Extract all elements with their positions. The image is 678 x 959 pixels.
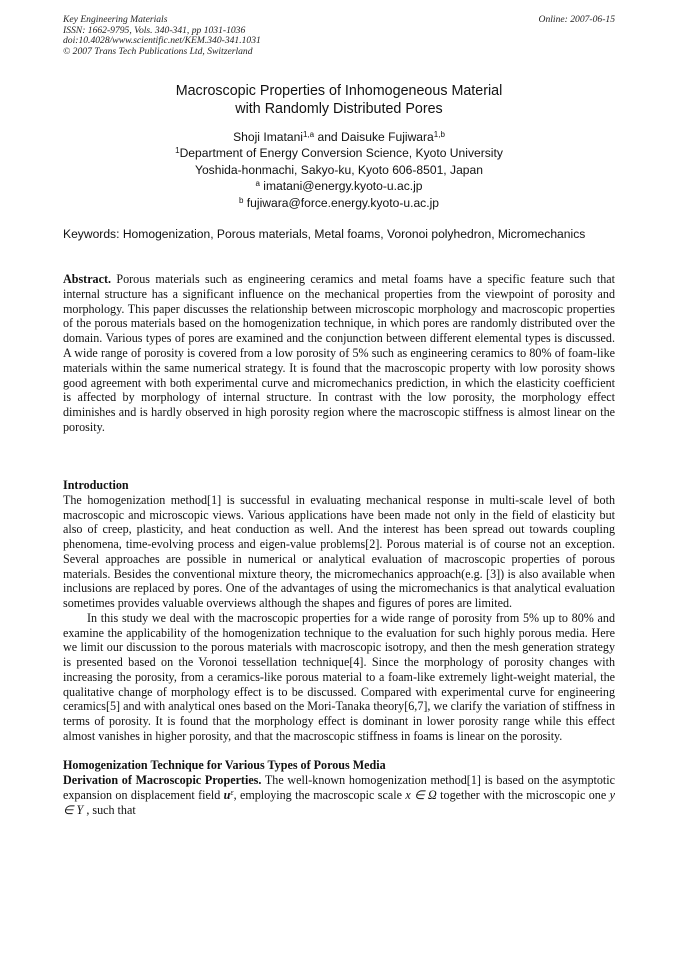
journal-name: Key Engineering Materials <box>63 14 168 25</box>
author-conjunction: and <box>314 130 342 144</box>
section-gap <box>63 744 615 759</box>
keywords: Keywords: Homogenization, Porous materials, Metal foams, Voronoi polyhedron, Micromechanics <box>63 227 586 241</box>
issn-line: ISSN: 1662-9795, Vols. 340-341, pp 1031-1036 <box>63 24 246 36</box>
title-line-2: with Randomly Distributed Pores <box>235 101 443 117</box>
email-b-sup: b <box>238 195 244 205</box>
section-2-text-1: The well-known homogenization method[1] is based on the asymptotic expansion on displacement field <box>63 773 615 802</box>
section-2-heading: Homogenization Technique for Various Types of Porous Media <box>63 758 386 773</box>
affiliation-1: Department of Energy Conversion Science, Kyoto University <box>179 146 503 161</box>
author-1: Shoji Imatani <box>233 130 303 144</box>
abstract-text: Porous materials such as engineering ceramics and metal foams have a specific feature such that internal structure has a significant influence on the mechanical properties from the viewpoint of porosity and morphology. This paper discusses the relationship between microscopic morphology and macroscopic properties of the porous materials based on the homogenization technique, in which pores are randomly distributed over the domain. Various types of pores are examined and the conjunction between different elemental types is discussed. A wide range of porosity is covered from a low porosity of 5% such as engineering ceramics to 80% of foam-like materials within the same numerical strategy. It is found that the macroscopic property with low porosity shows good agreement with both experimental curve and micromechanics prediction, in which the elasticity coefficient is affected by morphology of internal structure. In contrast with the low porosity, the morphology effect diminishes and is hardly observed in high porosity region where the macroscopic stiffness is almost linear on the porosity. <box>63 272 615 434</box>
email-a: imatani@energy.kyoto-u.ac.jp <box>259 179 423 194</box>
affiliation-line-2: Yoshida-honmachi, Sakyo-ku, Kyoto 606-8501, Japan <box>195 162 483 177</box>
author-2: Daisuke Fujiwara <box>341 130 434 144</box>
journal-metadata <box>63 15 615 57</box>
online-date: Online: 2007-06-15 <box>538 14 615 25</box>
introduction-heading: Introduction <box>63 478 129 492</box>
abstract <box>63 272 615 435</box>
email-b: fujiwara@force.energy.kyoto-u.ac.jp <box>243 195 439 210</box>
abstract-label: Abstract. <box>63 272 112 286</box>
subsection-label: Derivation of Macroscopic Properties. <box>63 773 262 787</box>
displacement-eps: ε <box>230 787 234 797</box>
title-line-1: Macroscopic Properties of Inhomogeneous Material <box>175 83 503 99</box>
section-2-text-4: , such that <box>83 802 136 817</box>
introduction-paragraph-1: The homogenization method[1] is successful in evaluating mechanical response in multi-scale level of both macroscopic and microscopic views. Various applications have been made not only in the field of elasticity but also of creep, plasticity, and heat conduction as well. And the interest has been spread out towards coupling phenomena, time-evolving process and eigen-value problems[2]. Porous material is of course not an exception. Several approaches are possible in numerical or analytical evaluation of macroscopic properties of porous materials. Besides the conventional mixture theory, the micromechanics approach(e.g. [3]) is also available when inclusions are replaced by pores. One of the advantages of using the micromechanics is that analytical evaluation sometimes provides valuable overviews although the shapes and figures of pores are limited. <box>63 492 615 610</box>
introduction-paragraph-2: In this study we deal with the macroscopic properties for a wide range of porosity from 5% up to 80% and examine the applicability of the homogenization technique to the evaluation for such highly porous media. Here we limit our discussion to the porous materials with macroscopic isotropy, and then the mesh generation strategy is presented based on the Voronoi tessellation technique[4]. Since the morphology of porosity changes with increasing the porosity, from a ceramics-like porous material to a foam-like extremely light-weight material, the qualitative change of morphology effect is to be discussed. Compared with experimental curve for engineering ceramics[5] and with analytical ones based on the Mori-Tanaka theory[6,7], we clarify the variation of stiffness in terms of porosity. It is found that the morphology effect is dominant in lower porosity range while this effect almost vanishes in higher porosity, and that the macroscopic stiffness in foams is linear on the porosity. <box>63 610 615 743</box>
author-2-sup: 1,b <box>433 130 445 139</box>
copyright-line: © 2007 Trans Tech Publications Ltd, Switzerland <box>63 45 253 57</box>
affiliation-sup: 1 <box>175 146 180 156</box>
body-text <box>63 478 615 817</box>
section-2-text-2: , employing the macroscopic scale <box>233 787 406 802</box>
microscopic-scale-math: y ∈ Y <box>63 787 615 817</box>
section-2-paragraph <box>63 773 615 817</box>
macroscopic-scale-math: x ∈ Ω <box>405 787 437 802</box>
displacement-symbol <box>224 788 234 802</box>
email-a-sup: a <box>255 179 260 189</box>
author-names <box>63 129 615 145</box>
author-1-sup: 1,a <box>303 130 315 139</box>
affiliation-line-1 <box>63 145 615 161</box>
doi-line: doi:10.4028/www.scientific.net/KEM.340-341.1031 <box>63 35 261 47</box>
displacement-u: u <box>223 787 231 802</box>
email-b-line <box>63 195 615 211</box>
section-2-text-3: together with the microscopic one <box>436 787 610 802</box>
author-block <box>63 129 615 211</box>
paper-title <box>63 82 615 118</box>
email-a-line <box>63 178 615 194</box>
